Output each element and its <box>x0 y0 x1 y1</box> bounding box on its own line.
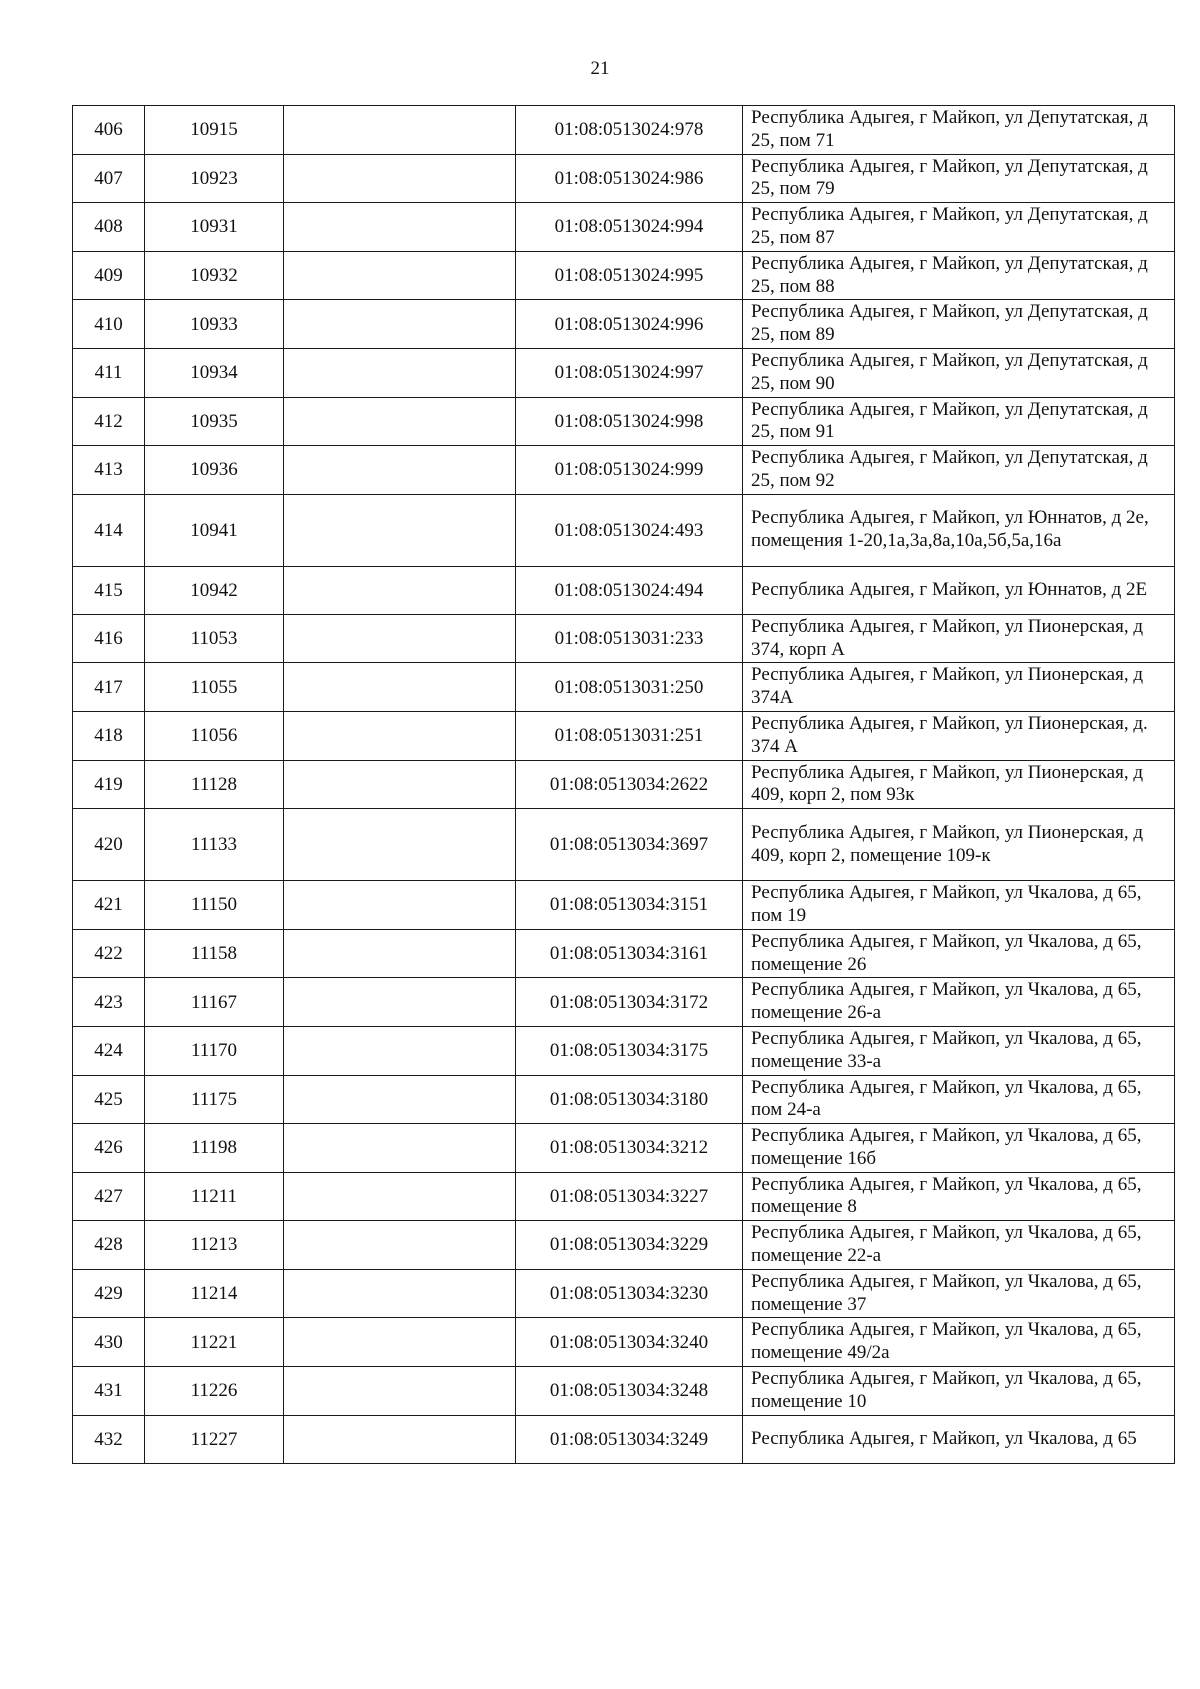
address-cell: Республика Адыгея, г Майкоп, ул Юннатов, д 2Е <box>743 566 1175 614</box>
registry-number-cell: 10934 <box>145 348 284 397</box>
cadastral-number-cell: 01:08:0513034:3180 <box>516 1075 743 1124</box>
row-number-cell: 409 <box>73 251 145 300</box>
table-row <box>73 929 1175 978</box>
cadastral-number-cell: 01:08:0513034:3161 <box>516 929 743 978</box>
cadastral-number-cell: 01:08:0513034:3240 <box>516 1318 743 1367</box>
address-cell: Республика Адыгея, г Майкоп, ул Чкалова, д 65, помещение 16б <box>743 1124 1175 1173</box>
row-number-cell: 413 <box>73 446 145 495</box>
address-cell: Республика Адыгея, г Майкоп, ул Юннатов, д 2е, помещения 1-20,1а,3а,8а,10а,5б,5а,16а <box>743 494 1175 566</box>
registry-number-cell: 11053 <box>145 614 284 663</box>
table-row <box>73 203 1175 252</box>
table-row <box>73 809 1175 881</box>
cadastral-number-cell: 01:08:0513024:994 <box>516 203 743 252</box>
table-row <box>73 446 1175 495</box>
registry-number-cell: 11221 <box>145 1318 284 1367</box>
row-number-cell: 420 <box>73 809 145 881</box>
registry-number-cell: 11213 <box>145 1221 284 1270</box>
empty-cell <box>284 929 516 978</box>
table-row <box>73 300 1175 349</box>
table-row <box>73 1415 1175 1463</box>
cadastral-number-cell: 01:08:0513034:3227 <box>516 1172 743 1221</box>
registry-number-cell: 10931 <box>145 203 284 252</box>
address-cell: Республика Адыгея, г Майкоп, ул Чкалова, д 65, помещение 37 <box>743 1269 1175 1318</box>
table-row <box>73 566 1175 614</box>
row-number-cell: 418 <box>73 711 145 760</box>
address-cell: Республика Адыгея, г Майкоп, ул Чкалова, д 65, помещение 10 <box>743 1367 1175 1416</box>
empty-cell <box>284 348 516 397</box>
row-number-cell: 424 <box>73 1026 145 1075</box>
table-row <box>73 1124 1175 1173</box>
cadastral-number-cell: 01:08:0513024:996 <box>516 300 743 349</box>
registry-number-cell: 11128 <box>145 760 284 809</box>
address-cell: Республика Адыгея, г Майкоп, ул Чкалова, д 65, помещение 33-а <box>743 1026 1175 1075</box>
address-cell: Республика Адыгея, г Майкоп, ул Депутатская, д 25, пом 91 <box>743 397 1175 446</box>
empty-cell <box>284 1172 516 1221</box>
address-cell: Республика Адыгея, г Майкоп, ул Чкалова, д 65 <box>743 1415 1175 1463</box>
empty-cell <box>284 1075 516 1124</box>
empty-cell <box>284 1221 516 1270</box>
registry-number-cell: 11227 <box>145 1415 284 1463</box>
address-cell: Республика Адыгея, г Майкоп, ул Чкалова, д 65, помещение 26-а <box>743 978 1175 1027</box>
address-cell: Республика Адыгея, г Майкоп, ул Депутатская, д 25, пом 88 <box>743 251 1175 300</box>
cadastral-number-cell: 01:08:0513034:3212 <box>516 1124 743 1173</box>
row-number-cell: 421 <box>73 881 145 930</box>
cadastral-number-cell: 01:08:0513034:3697 <box>516 809 743 881</box>
address-cell: Республика Адыгея, г Майкоп, ул Пионерская, д 374, корп А <box>743 614 1175 663</box>
row-number-cell: 407 <box>73 154 145 203</box>
cadastral-number-cell: 01:08:0513034:3229 <box>516 1221 743 1270</box>
address-cell: Республика Адыгея, г Майкоп, ул Чкалова, д 65, помещение 49/2а <box>743 1318 1175 1367</box>
empty-cell <box>284 1124 516 1173</box>
row-number-cell: 422 <box>73 929 145 978</box>
row-number-cell: 408 <box>73 203 145 252</box>
registry-table <box>72 105 1175 1464</box>
table-row <box>73 397 1175 446</box>
empty-cell <box>284 566 516 614</box>
empty-cell <box>284 663 516 712</box>
row-number-cell: 423 <box>73 978 145 1027</box>
page-number: 21 <box>590 58 610 79</box>
cadastral-number-cell: 01:08:0513034:2622 <box>516 760 743 809</box>
table-row <box>73 760 1175 809</box>
empty-cell <box>284 1026 516 1075</box>
table-row <box>73 1221 1175 1270</box>
cadastral-number-cell: 01:08:0513024:997 <box>516 348 743 397</box>
row-number-cell: 415 <box>73 566 145 614</box>
row-number-cell: 406 <box>73 106 145 155</box>
address-cell: Республика Адыгея, г Майкоп, ул Чкалова, д 65, помещение 8 <box>743 1172 1175 1221</box>
table-row <box>73 1026 1175 1075</box>
empty-cell <box>284 494 516 566</box>
registry-number-cell: 11055 <box>145 663 284 712</box>
row-number-cell: 430 <box>73 1318 145 1367</box>
address-cell: Республика Адыгея, г Майкоп, ул Чкалова, д 65, пом 24-а <box>743 1075 1175 1124</box>
registry-number-cell: 10942 <box>145 566 284 614</box>
row-number-cell: 417 <box>73 663 145 712</box>
row-number-cell: 426 <box>73 1124 145 1173</box>
address-cell: Республика Адыгея, г Майкоп, ул Депутатская, д 25, пом 92 <box>743 446 1175 495</box>
address-cell: Республика Адыгея, г Майкоп, ул Пионерская, д 409, корп 2, помещение 109-к <box>743 809 1175 881</box>
empty-cell <box>284 614 516 663</box>
table-row <box>73 978 1175 1027</box>
registry-number-cell: 11175 <box>145 1075 284 1124</box>
row-number-cell: 419 <box>73 760 145 809</box>
registry-number-cell: 10933 <box>145 300 284 349</box>
empty-cell <box>284 106 516 155</box>
empty-cell <box>284 154 516 203</box>
table-row <box>73 1318 1175 1367</box>
empty-cell <box>284 1269 516 1318</box>
row-number-cell: 425 <box>73 1075 145 1124</box>
table-row <box>73 494 1175 566</box>
empty-cell <box>284 397 516 446</box>
table-row <box>73 1075 1175 1124</box>
registry-number-cell: 11150 <box>145 881 284 930</box>
cadastral-number-cell: 01:08:0513024:493 <box>516 494 743 566</box>
row-number-cell: 427 <box>73 1172 145 1221</box>
table-row <box>73 106 1175 155</box>
address-cell: Республика Адыгея, г Майкоп, ул Чкалова, д 65, помещение 26 <box>743 929 1175 978</box>
empty-cell <box>284 881 516 930</box>
cadastral-number-cell: 01:08:0513031:250 <box>516 663 743 712</box>
table-row <box>73 251 1175 300</box>
table-row <box>73 154 1175 203</box>
cadastral-number-cell: 01:08:0513024:986 <box>516 154 743 203</box>
cadastral-number-cell: 01:08:0513034:3249 <box>516 1415 743 1463</box>
cadastral-number-cell: 01:08:0513031:251 <box>516 711 743 760</box>
cadastral-number-cell: 01:08:0513034:3230 <box>516 1269 743 1318</box>
address-cell: Республика Адыгея, г Майкоп, ул Пионерская, д 374А <box>743 663 1175 712</box>
registry-number-cell: 10923 <box>145 154 284 203</box>
address-cell: Республика Адыгея, г Майкоп, ул Чкалова, д 65, пом 19 <box>743 881 1175 930</box>
cadastral-number-cell: 01:08:0513034:3172 <box>516 978 743 1027</box>
table-row <box>73 1172 1175 1221</box>
address-cell: Республика Адыгея, г Майкоп, ул Депутатская, д 25, пом 89 <box>743 300 1175 349</box>
table-row <box>73 1269 1175 1318</box>
row-number-cell: 416 <box>73 614 145 663</box>
row-number-cell: 414 <box>73 494 145 566</box>
address-cell: Республика Адыгея, г Майкоп, ул Пионерская, д 409, корп 2, пом 93к <box>743 760 1175 809</box>
cadastral-number-cell: 01:08:0513024:998 <box>516 397 743 446</box>
registry-number-cell: 11170 <box>145 1026 284 1075</box>
registry-number-cell: 10935 <box>145 397 284 446</box>
registry-number-cell: 11214 <box>145 1269 284 1318</box>
cadastral-number-cell: 01:08:0513024:978 <box>516 106 743 155</box>
address-cell: Республика Адыгея, г Майкоп, ул Депутатская, д 25, пом 90 <box>743 348 1175 397</box>
cadastral-number-cell: 01:08:0513034:3248 <box>516 1367 743 1416</box>
registry-number-cell: 10941 <box>145 494 284 566</box>
empty-cell <box>284 446 516 495</box>
empty-cell <box>284 300 516 349</box>
row-number-cell: 410 <box>73 300 145 349</box>
row-number-cell: 428 <box>73 1221 145 1270</box>
cadastral-number-cell: 01:08:0513024:494 <box>516 566 743 614</box>
row-number-cell: 431 <box>73 1367 145 1416</box>
row-number-cell: 432 <box>73 1415 145 1463</box>
cadastral-number-cell: 01:08:0513024:999 <box>516 446 743 495</box>
table-row <box>73 348 1175 397</box>
cadastral-number-cell: 01:08:0513034:3151 <box>516 881 743 930</box>
empty-cell <box>284 1367 516 1416</box>
cadastral-number-cell: 01:08:0513024:995 <box>516 251 743 300</box>
address-cell: Республика Адыгея, г Майкоп, ул Пионерская, д. 374 А <box>743 711 1175 760</box>
empty-cell <box>284 809 516 881</box>
registry-number-cell: 11167 <box>145 978 284 1027</box>
table-row <box>73 711 1175 760</box>
registry-number-cell: 10932 <box>145 251 284 300</box>
registry-number-cell: 11198 <box>145 1124 284 1173</box>
empty-cell <box>284 711 516 760</box>
table-row <box>73 1367 1175 1416</box>
registry-number-cell: 11226 <box>145 1367 284 1416</box>
address-cell: Республика Адыгея, г Майкоп, ул Депутатская, д 25, пом 87 <box>743 203 1175 252</box>
address-cell: Республика Адыгея, г Майкоп, ул Депутатская, д 25, пом 79 <box>743 154 1175 203</box>
row-number-cell: 429 <box>73 1269 145 1318</box>
address-cell: Республика Адыгея, г Майкоп, ул Депутатская, д 25, пом 71 <box>743 106 1175 155</box>
registry-number-cell: 11056 <box>145 711 284 760</box>
row-number-cell: 412 <box>73 397 145 446</box>
address-cell: Республика Адыгея, г Майкоп, ул Чкалова, д 65, помещение 22-а <box>743 1221 1175 1270</box>
cadastral-number-cell: 01:08:0513031:233 <box>516 614 743 663</box>
empty-cell <box>284 978 516 1027</box>
row-number-cell: 411 <box>73 348 145 397</box>
registry-number-cell: 11211 <box>145 1172 284 1221</box>
empty-cell <box>284 203 516 252</box>
table-row <box>73 881 1175 930</box>
registry-number-cell: 11133 <box>145 809 284 881</box>
table-row <box>73 614 1175 663</box>
cadastral-number-cell: 01:08:0513034:3175 <box>516 1026 743 1075</box>
empty-cell <box>284 1318 516 1367</box>
table-body <box>73 106 1175 1464</box>
empty-cell <box>284 1415 516 1463</box>
registry-number-cell: 10936 <box>145 446 284 495</box>
registry-number-cell: 11158 <box>145 929 284 978</box>
registry-number-cell: 10915 <box>145 106 284 155</box>
table-row <box>73 663 1175 712</box>
empty-cell <box>284 251 516 300</box>
empty-cell <box>284 760 516 809</box>
